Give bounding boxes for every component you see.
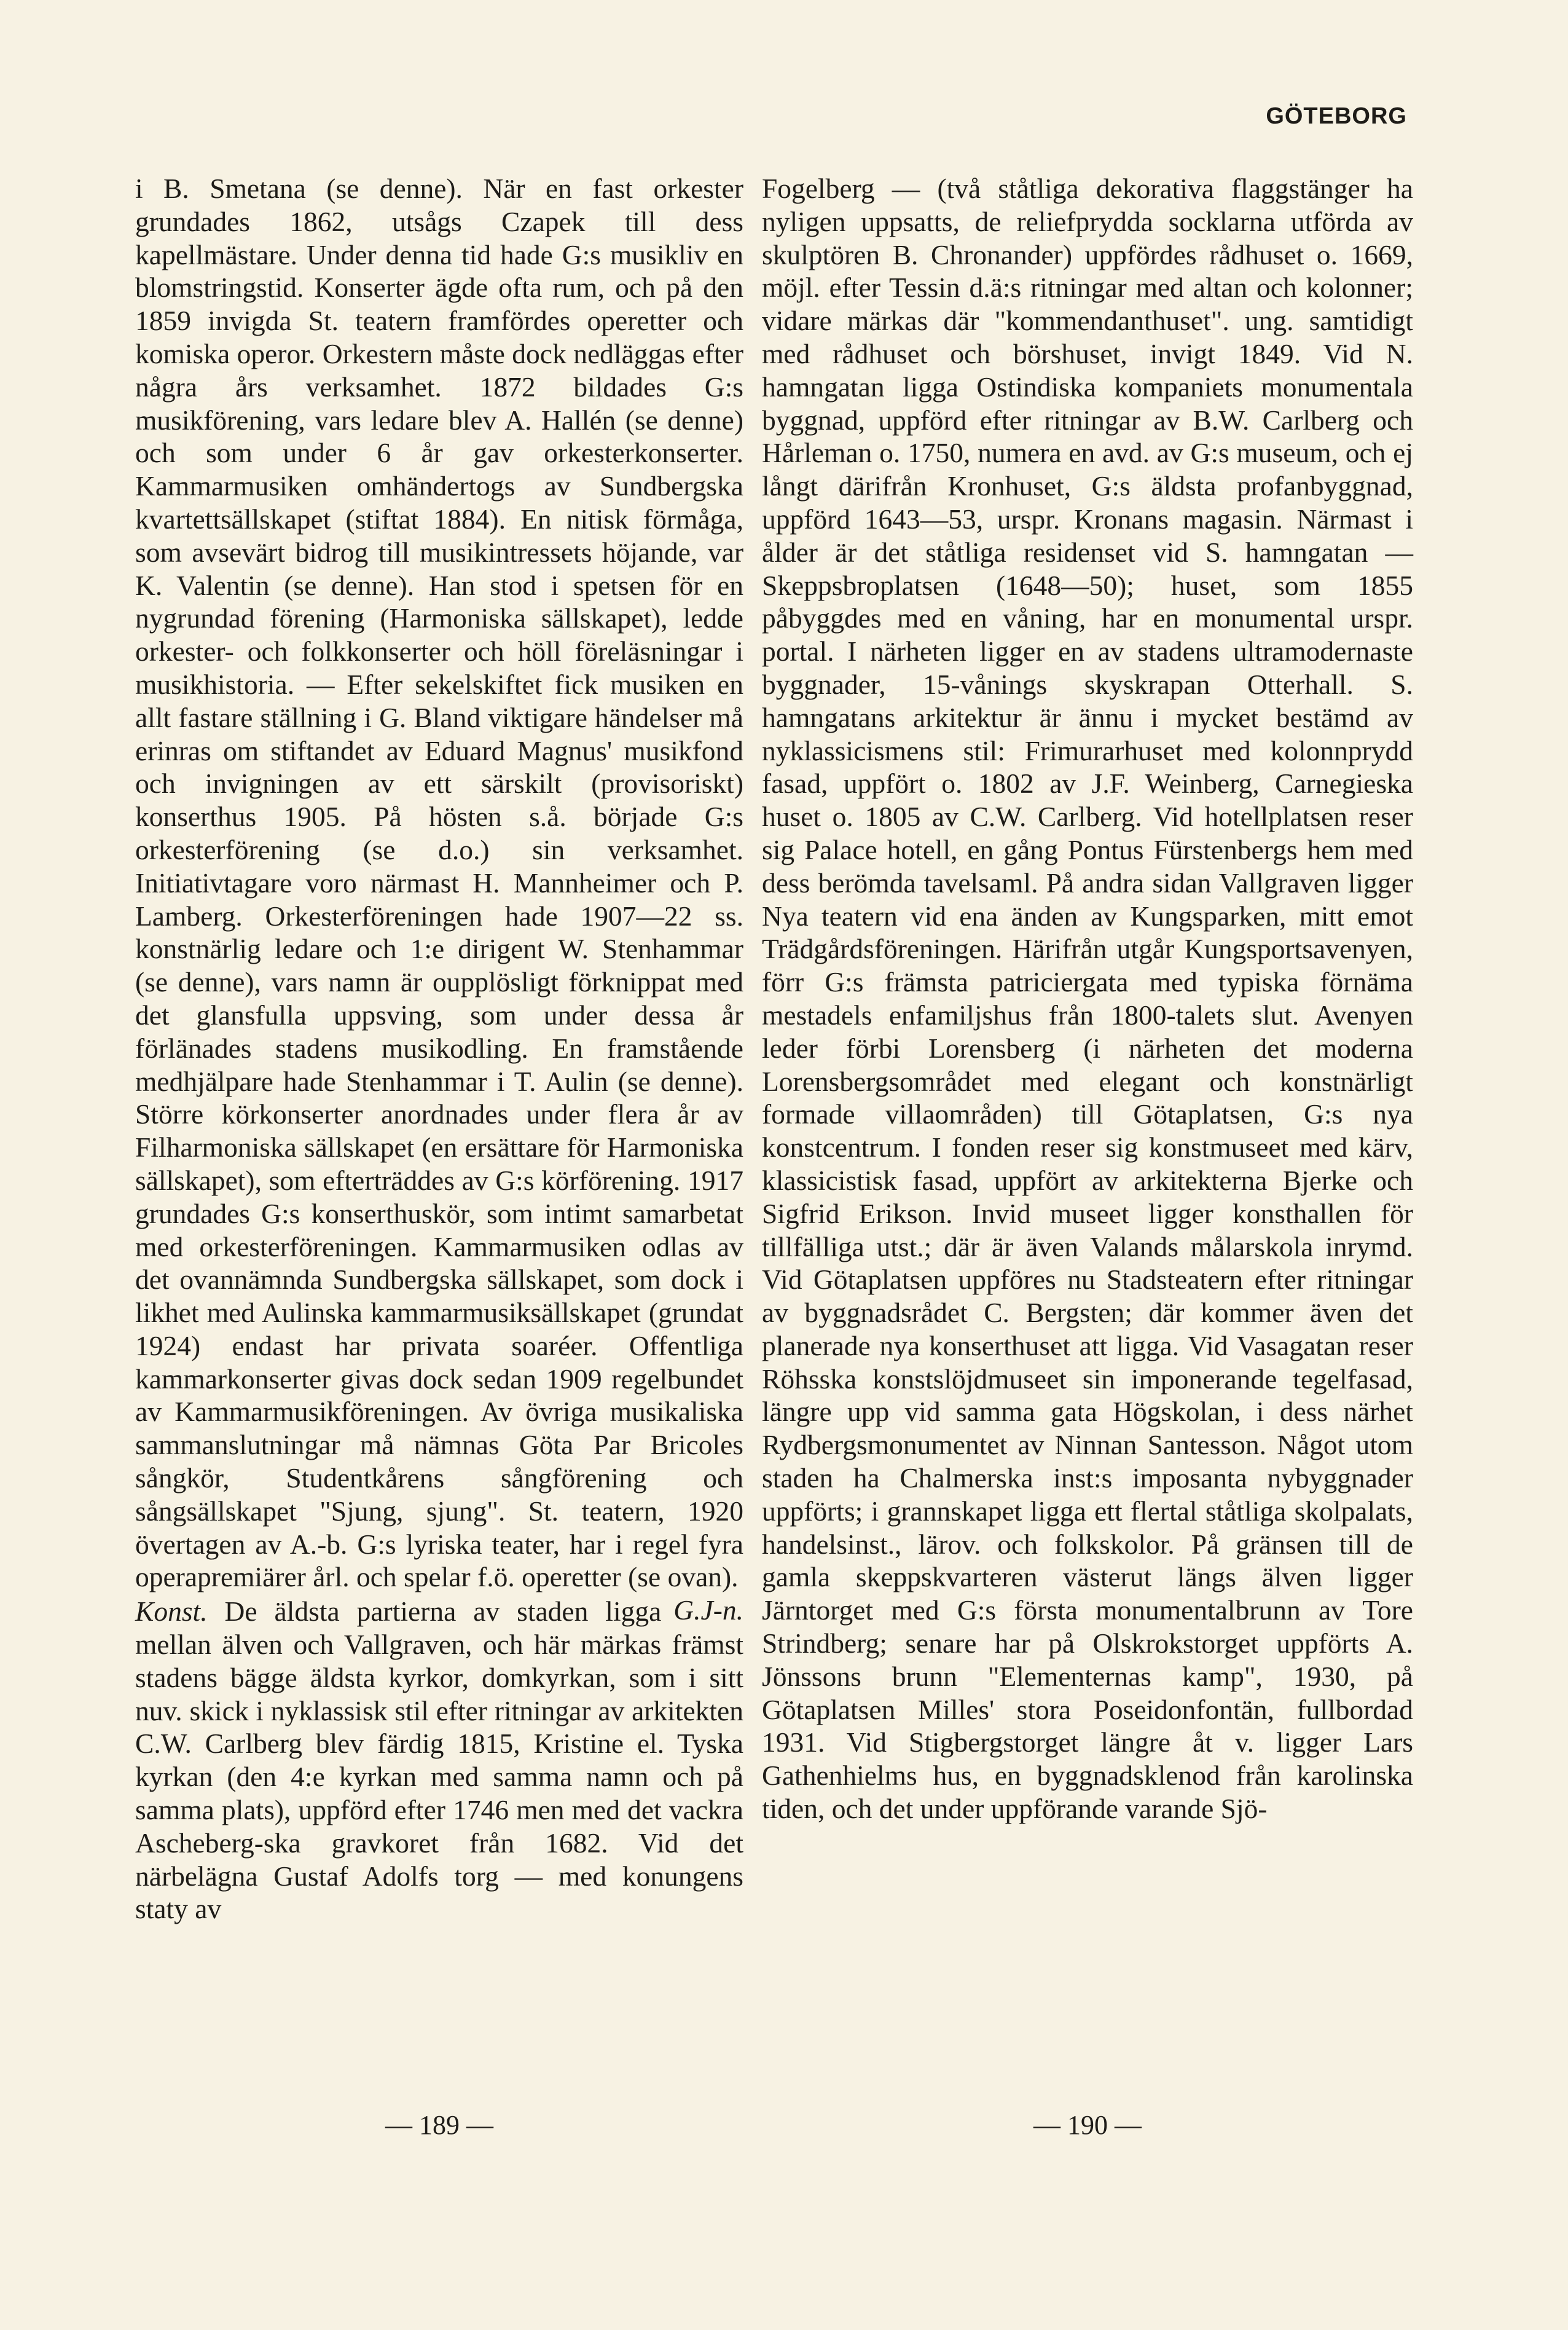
music-paragraph-text: i B. Smetana (se denne). När en fast orkester grundades 1862, utsågs Czapek till dess kapellmästare. Under denna tid hade G:s musikliv en blomstringstid. Konserter ägde ofta rum, och på den 1859 invigda St. teatern framfördes operetter och komiska operor. Orkestern måste dock nedläggas efter några års verksamhet. 1872 bildades G:s musikförening, vars ledare blev A. Hallén (se denne) och som under 6 år gav orkesterkonserter. Kammarmusiken omhändertogs av Sundbergska kvartettsällskapet (stiftat 1884). En nitisk förmåga, som avsevärt bidrog till musikintressets höjande, var K. Valentin (se denne). Han stod i spetsen för en nygrundad förening (Harmoniska sällskapet), ledde orkester- och folkkonserter och höll föreläsningar i musikhistoria. — Efter sekelskiftet fick musiken en allt fastare ställning i G. Bland viktigare händelser må erinras om stiftandet av Eduard Magnus' musikfond och invigningen av ett särskilt (provisoriskt) konserthus 1905. På hösten s.å. började G:s orkesterförening (se d.o.) sin verksamhet. Initiativtagare voro närmast H. Mannheimer och P. Lamberg. Orkesterföreningen hade 1907—22 ss. konstnärlig ledare och 1:e dirigent W. Stenhammar (se denne), vars namn är oupplösligt förknippat med det glansfulla uppsving, som under dessa år förlänades stadens musikodling. En framstående medhjälpare hade Stenhammar i T. Aulin (se denne). Större körkonserter anordnades under flera år av Filharmoniska sällskapet (en ersättare för Harmoniska sällskapet), som efterträddes av G:s körförening. 1917 grundades G:s konserthuskör, som intimt samarbetat med orkesterföreningen. Kammarmusiken odlas av det ovannämnda Sundbergska sällskapet, som dock i likhet med Aulinska kammarmusiksällskapet (grundat 1924) endast har privata soaréer. Offentliga kammarkonserter givas dock sedan 1909 regelbundet av Kammarmusikföreningen. Av övriga musikaliska sammanslutningar må nämnas Göta Par Bricoles sångkör, Studentkårens sångförening och sångsällskapet "Sjung, sjung". St. teatern, 1920 övertagen av A.-b. G:s lyriska teater, har i regel fyra operapremiärer årl. och spelar f.ö. operetter (se ovan). — [135, 173, 743, 1593]
author-signature: G.J-n. — [673, 1594, 743, 1626]
art-paragraph-text: De äldsta partierna av staden ligga mellan älven och Vallgraven, och här märkas främst stadens bägge äldsta kyrkor, domkyrkan, som i sitt nuv. skick i nyklassisk stil efter ritningar av arkitekten C.W. Carlberg blev färdig 1815, Kristine el. Tyska kyrkan (den 4:e kyrkan med samma namn och på samma plats), uppförd efter 1746 men med det vackra Ascheberg-ska gravkoret från 1682. Vid det närbelägna Gustaf Adolfs torg — med konungens staty av — [135, 1596, 743, 1925]
art-paragraph — [135, 1595, 743, 1926]
right-column — [762, 172, 1413, 1825]
page-number-left: — 189 — — [385, 2110, 493, 2140]
section-label-konst: Konst. — [135, 1596, 208, 1627]
music-paragraph — [135, 172, 743, 1626]
running-head: GÖTEBORG — [1266, 103, 1407, 129]
left-column — [135, 172, 743, 1926]
right-column-text: Fogelberg — (två ståtliga dekorativa flaggstänger ha nyligen uppsatts, de reliefprydda socklarna utförda av skulptören B. Chronander) uppfördes rådhuset o. 1669, möjl. efter Tessin d.ä:s ritningar med altan och kolonner; vidare märkas där "kommendanthuset". ung. samtidigt med rådhuset och börshuset, invigt 1849. Vid N. hamngatan ligga Ostindiska kompaniets monumentala byggnad, uppförd efter ritningar av B.W. Carlberg och Hårleman o. 1750, numera en avd. av G:s museum, och ej långt därifrån Kronhuset, G:s äldsta profanbyggnad, uppförd 1643—53, urspr. Kronans magasin. Närmast i ålder är det ståtliga residenset vid S. hamngatan —Skeppsbroplatsen (1648—50); huset, som 1855 påbyggdes med en våning, har en monumental urspr. portal. I närheten ligger en av stadens ultramodernaste byggnader, 15-vånings skyskrapan Otterhall. S. hamngatans arkitektur är ännu i mycket bestämd av nyklassicismens stil: Frimurarhuset med kolonnprydd fasad, uppfört o. 1802 av J.F. Weinberg, Carnegieska huset o. 1805 av C.W. Carlberg. Vid hotellplatsen reser sig Palace hotell, en gång Pontus Fürstenbergs hem med dess berömda tavelsaml. På andra sidan Vallgraven ligger Nya teatern vid ena änden av Kungsparken, mitt emot Trädgårdsföreningen. Härifrån utgår Kungsportsavenyen, förr G:s främsta patriciergata med typiska förnäma mestadels enfamiljshus från 1800-talets slut. Avenyen leder förbi Lorensberg (i närheten det moderna Lorensbergsområdet med elegant och konstnärligt formade villaområden) till Götaplatsen, G:s nya konstcentrum. I fonden reser sig konstmuseet med kärv, klassicistisk fasad, uppfört av arkitekterna Bjerke och Sigfrid Erikson. Invid museet ligger konsthallen för tillfälliga utst.; där är även Valands målarskola inrymd. Vid Götaplatsen uppföres nu Stadsteatern efter ritningar av byggnadsrådet C. Bergsten; där kommer även det planerade nya konserthuset att ligga. Vid Vasagatan reser Röhsska konstslöjdmuseet sin imponerande tegelfasad, längre upp vid samma gata Högskolan, i dess närhet Rydbergsmonumentet av Ninnan Santesson. Något utom staden ha Chalmerska inst:s imposanta nybyggnader uppförts; i grannskapet ligga ett flertal ståtliga skolpalats, handelsinst., lärov. och folkskolor. På gränsen till de gamla skeppskvarteren västerut längs älven ligger Järntorget med G:s första monumentalbrunn av Tore Strindberg; senare har på Olskrokstorget uppförts A. Jönssons brunn "Elementernas kamp", 1930, på Götaplatsen Milles' stora Poseidonfontän, fullbordad 1931. Vid Stigbergstorget längre åt v. ligger Lars Gathenhielms hus, en byggnadsklenod från karolinska tiden, och det under uppförande varande Sjö- — [762, 173, 1413, 1825]
page-number-right: — 190 — — [1033, 2110, 1142, 2140]
